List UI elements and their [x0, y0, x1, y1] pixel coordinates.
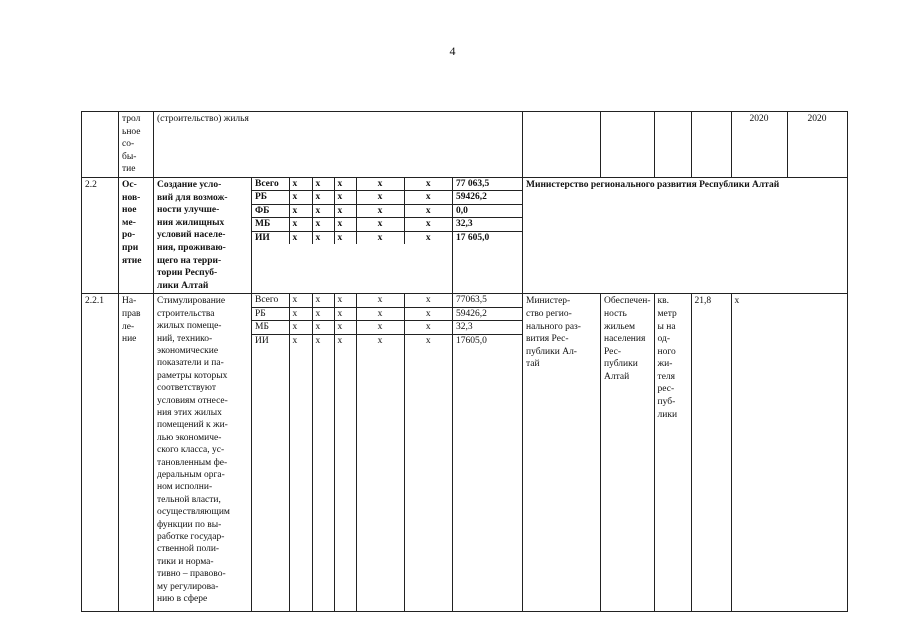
- x-mark: х: [334, 231, 356, 244]
- funding-row: [252, 191, 452, 204]
- x-mark: х: [289, 231, 312, 244]
- funding-row: [252, 321, 452, 334]
- amounts-table: [453, 178, 522, 244]
- cell-value: 21,8: [691, 294, 731, 612]
- x-mark: х: [356, 321, 404, 334]
- x-mark: х: [356, 178, 404, 191]
- cell-amounts: [453, 177, 523, 293]
- amount-row: [453, 178, 522, 191]
- x-mark: х: [289, 334, 312, 347]
- source-label: ФБ: [252, 204, 289, 217]
- amount-row: [453, 294, 522, 307]
- amount-row: [453, 231, 522, 244]
- source-label: МБ: [252, 321, 289, 334]
- x-mark: х: [356, 231, 404, 244]
- cell-year-1: 2020: [731, 112, 787, 178]
- x-mark: х: [404, 218, 452, 231]
- cell-executor: Министерство регионального развития Республики Алтай: [523, 177, 848, 293]
- funding-row: [252, 218, 452, 231]
- x-mark: х: [334, 321, 356, 334]
- source-label: ИИ: [252, 334, 289, 347]
- cell-num: 2.2.1: [82, 294, 119, 612]
- x-mark: х: [312, 307, 334, 320]
- funding-row: [252, 231, 452, 244]
- x-mark: х: [289, 178, 312, 191]
- x-mark: х: [289, 307, 312, 320]
- x-mark: х: [356, 191, 404, 204]
- amount-row: [453, 307, 522, 320]
- funding-columns: [252, 294, 452, 611]
- source-label: ИИ: [252, 231, 289, 244]
- x-mark: х: [404, 294, 452, 307]
- table-row-direction: [82, 294, 848, 612]
- x-mark: х: [289, 191, 312, 204]
- cell-unit: [654, 112, 691, 178]
- x-mark: х: [289, 321, 312, 334]
- amount-value: 32,3: [453, 218, 522, 231]
- x-mark: х: [334, 191, 356, 204]
- x-mark: х: [312, 334, 334, 347]
- funding-row: [252, 334, 452, 347]
- cell-last: х: [731, 294, 847, 612]
- x-mark: х: [312, 294, 334, 307]
- x-mark: х: [356, 334, 404, 347]
- x-mark: х: [312, 191, 334, 204]
- amount-row: [453, 191, 522, 204]
- x-mark: х: [404, 191, 452, 204]
- amount-row: [453, 321, 522, 334]
- amount-value: 17605,0: [456, 335, 487, 346]
- cell-executor: [523, 112, 601, 178]
- x-mark: х: [404, 204, 452, 217]
- amount-value: 59426,2: [453, 191, 522, 204]
- x-mark: х: [334, 218, 356, 231]
- funding-row: [252, 307, 452, 320]
- cell-type: Ос- нов- ное ме- ро- при ятие: [119, 177, 154, 293]
- cell-num: 2.2: [82, 177, 119, 293]
- x-mark: х: [356, 218, 404, 231]
- source-label: МБ: [252, 218, 289, 231]
- cell-value: [691, 112, 731, 178]
- cell-name: (строительство) жилья: [154, 112, 523, 178]
- amount-value: 77063,5: [453, 294, 522, 307]
- x-mark: х: [334, 334, 356, 347]
- x-mark: х: [404, 178, 452, 191]
- cell-type: На- прав ле- ние: [119, 294, 154, 612]
- table-row-main-event: [82, 177, 848, 293]
- funding-table: [252, 178, 452, 244]
- amount-value: 59426,2: [453, 307, 522, 320]
- amount-row: [453, 218, 522, 231]
- source-label: Всего: [252, 294, 289, 307]
- x-mark: х: [334, 178, 356, 191]
- x-mark: х: [312, 178, 334, 191]
- x-mark: х: [289, 294, 312, 307]
- x-mark: х: [356, 294, 404, 307]
- cell-unit: кв. метр ы на од- ного жи- теля рес- пуб- лики: [654, 294, 691, 612]
- amount-value: 32,3: [453, 321, 522, 334]
- program-table: [81, 111, 848, 612]
- amount-value: 0,0: [453, 204, 522, 217]
- x-mark: х: [289, 204, 312, 217]
- amounts-table: [453, 294, 522, 347]
- x-mark: х: [404, 321, 452, 334]
- x-mark: х: [312, 321, 334, 334]
- amount-value: 17 605,0: [456, 232, 490, 243]
- source-label: РБ: [252, 307, 289, 320]
- amount-row: [453, 204, 522, 217]
- x-mark: х: [425, 232, 431, 243]
- cell-num: [82, 112, 119, 178]
- cell-indicator: Обеспечен- ность жильем населения Рес- публики Алтай: [601, 294, 655, 612]
- cell-name: Создание усло- вий для возмож- ности улучше- ния жилищных условий населе- ния, проживаю- щего на терри- тории Респуб- лики Алтай: [154, 177, 252, 293]
- amount-row: [453, 334, 522, 347]
- x-mark: х: [356, 204, 404, 217]
- source-label: РБ: [252, 191, 289, 204]
- x-mark: х: [312, 218, 334, 231]
- x-mark: х: [334, 294, 356, 307]
- x-mark: х: [334, 204, 356, 217]
- x-mark: х: [425, 335, 431, 346]
- source-label: Всего: [252, 178, 289, 191]
- funding-table: [252, 294, 452, 347]
- cell-funding: [252, 294, 453, 612]
- x-mark: х: [404, 307, 452, 320]
- x-mark: х: [289, 218, 312, 231]
- cell-executor: Министер- ство регио- нального раз- вития Рес- публики Ал- тай: [523, 294, 601, 612]
- x-mark: х: [334, 307, 356, 320]
- page-number: 4: [449, 44, 456, 58]
- cell-type: трол ьное со- бы- тие: [119, 112, 154, 178]
- x-mark: х: [312, 231, 334, 244]
- funding-row: [252, 204, 452, 217]
- cell-year-2: 2020: [787, 112, 847, 178]
- cell-name: Стимулирование строительства жилых помеще- ний, технико- экономические показатели и па- раметры которых соответствуют условиям отнесе- ния этих жилых помещений к жи- лью экономиче- ского класса, ус- тановленным фе- деральным орга- ном исполни- тельной власти, осуществляющим функции по вы- работке государ- ственной поли- тики и норма- тивно – правово- му регулирова- нию в сфере: [154, 294, 252, 612]
- table-row-continuation: [82, 112, 848, 178]
- funding-row: [252, 178, 452, 191]
- amount-value: 77 063,5: [453, 178, 522, 191]
- cell-amounts: [453, 294, 523, 612]
- funding-row: [252, 294, 452, 307]
- cell-funding: [252, 177, 453, 293]
- program-table-wrapper: [81, 111, 848, 612]
- x-mark: х: [356, 307, 404, 320]
- x-mark: х: [312, 204, 334, 217]
- cell-indicator: [601, 112, 655, 178]
